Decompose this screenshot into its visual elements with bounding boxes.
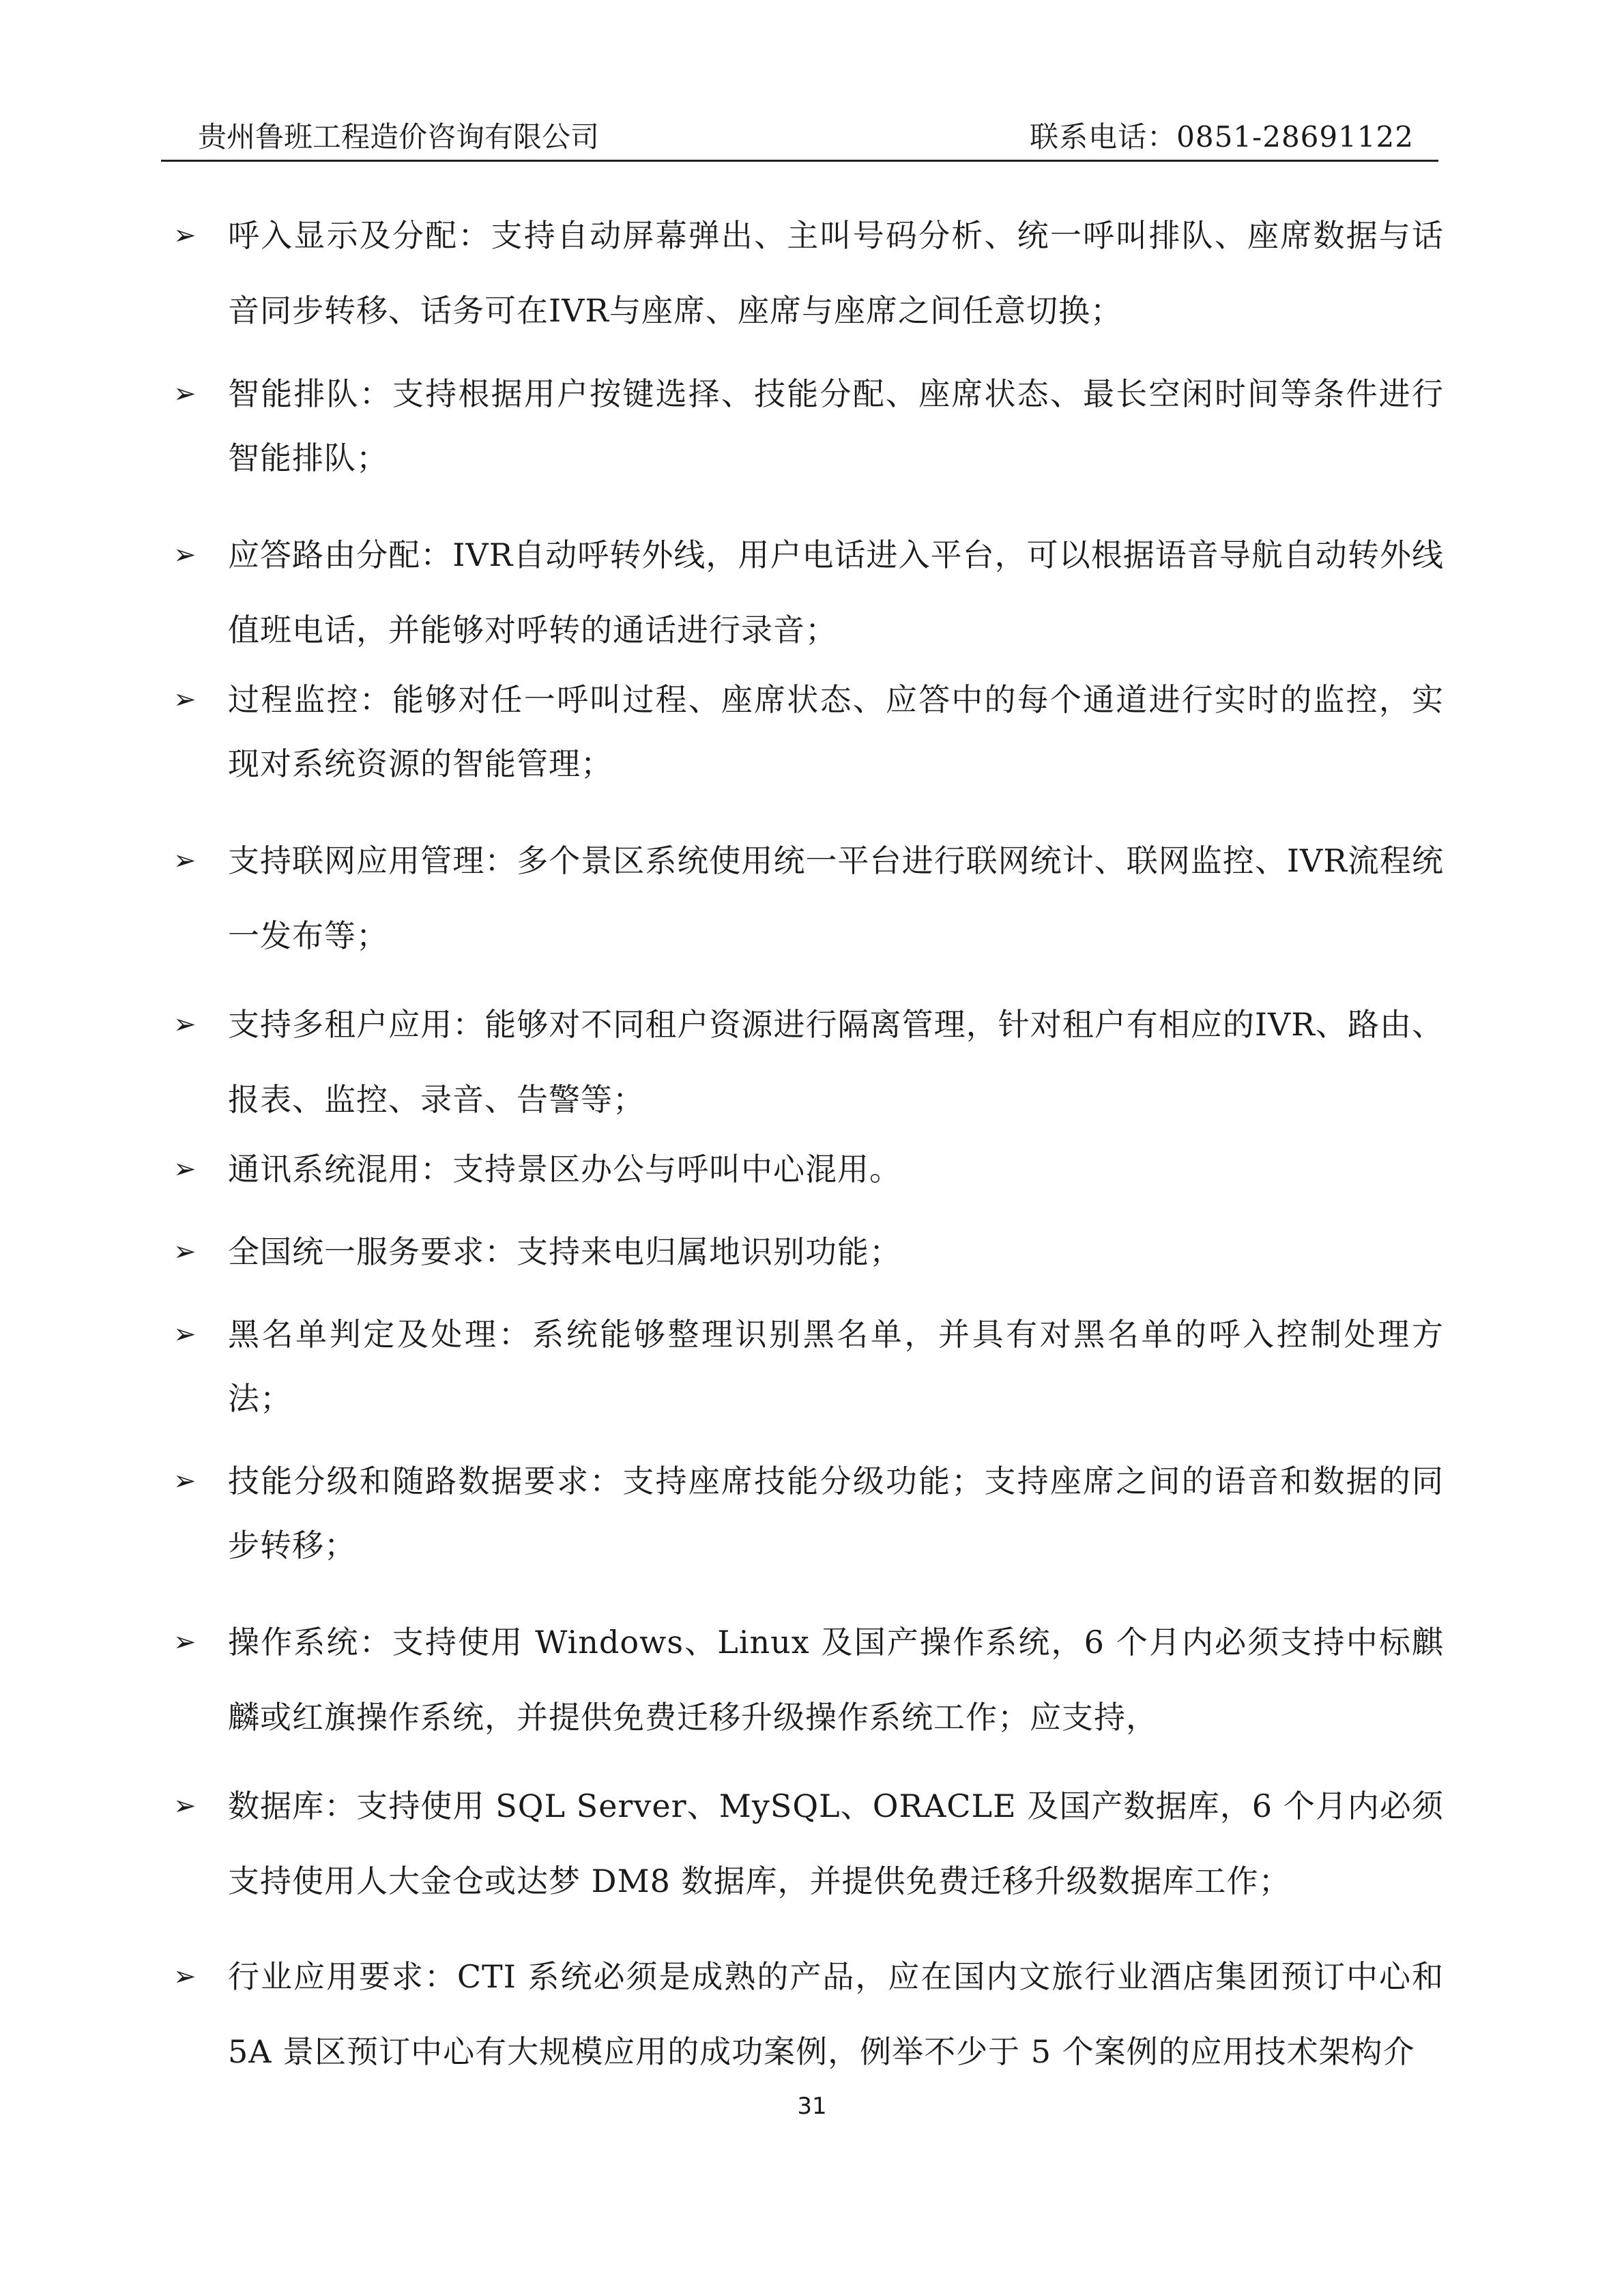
contact-phone: 联系电话：0851-28691122 [1030, 120, 1414, 154]
bullet-arrow-icon: ➢ [173, 1153, 197, 1185]
list-item [161, 1220, 1444, 1284]
list-item-text: 呼入显示及分配：支持自动屏幕弹出、主叫号码分析、统一呼叫排队、座席数据与话音同步转移、话务可在IVR与座席、座席与座席之间任意切换； [228, 217, 1444, 329]
bullet-arrow-icon: ➢ [173, 845, 197, 876]
list-item [161, 987, 1444, 1137]
header-rule [161, 160, 1438, 162]
requirement-list [161, 198, 1444, 2089]
list-item [161, 1768, 1444, 1919]
bullet-arrow-icon: ➢ [173, 1319, 197, 1350]
bullet-arrow-icon: ➢ [173, 220, 197, 251]
list-item [161, 1605, 1444, 1755]
list-item [161, 517, 1444, 668]
bullet-arrow-icon: ➢ [173, 1236, 197, 1267]
list-item [161, 1302, 1444, 1431]
bullet-arrow-icon: ➢ [173, 1626, 197, 1658]
page-number: 31 [797, 2093, 827, 2120]
list-item [161, 198, 1444, 348]
page-header [161, 115, 1438, 160]
list-item-text: 应答路由分配：IVR自动呼转外线，用户电话进入平台，可以根据语音导航自动转外线值班电话，并能够对呼转的通话进行录音； [228, 536, 1444, 648]
list-item [161, 668, 1444, 796]
company-name: 贵州鲁班工程造价咨询有限公司 [198, 120, 600, 154]
list-item-text: 行业应用要求：CTI 系统必须是成熟的产品，应在国内文旅行业酒店集团预订中心和 5A 景区预订中心有大规模应用的成功案例，例举不少于 5 个案例的应用技术架构介 [228, 1958, 1444, 2070]
bullet-arrow-icon: ➢ [173, 378, 197, 410]
list-item-text: 操作系统：支持使用 Windows、Linux 及国产操作系统，6 个月内必须支持中标麒麟或红旗操作系统，并提供免费迁移升级操作系统工作；应支持， [228, 1624, 1444, 1736]
list-item-text: 支持联网应用管理：多个景区系统使用统一平台进行联网统计、联网监控、IVR流程统一发布等； [228, 842, 1444, 954]
bullet-arrow-icon: ➢ [173, 1790, 197, 1822]
list-item [161, 1449, 1444, 1577]
list-item [161, 362, 1444, 490]
bullet-arrow-icon: ➢ [173, 684, 197, 715]
list-item-text: 黑名单判定及处理：系统能够整理识别黑名单，并具有对黑名单的呼入控制处理方法； [228, 1316, 1444, 1417]
list-item-text: 全国统一服务要求：支持来电归属地识别功能； [228, 1233, 901, 1270]
list-item-text: 智能排队：支持根据用户按键选择、技能分配、座席状态、最长空闲时间等条件进行智能排队； [228, 375, 1444, 476]
bullet-arrow-icon: ➢ [173, 539, 197, 571]
list-item-text: 通讯系统混用：支持景区办公与呼叫中心混用。 [228, 1151, 901, 1188]
list-item [161, 1939, 1444, 2089]
list-item-text: 数据库：支持使用 SQL Server、MySQL、ORACLE 及国产数据库，6 个月内必须支持使用人大金仓或达梦 DM8 数据库，并提供免费迁移升级数据库工作； [228, 1788, 1444, 1899]
bullet-arrow-icon: ➢ [173, 1961, 197, 1992]
list-item-text: 支持多租户应用：能够对不同租户资源进行隔离管理，针对租户有相应的IVR、路由、报表、监控、录音、告警等； [228, 1006, 1444, 1118]
list-item [161, 823, 1444, 973]
bullet-arrow-icon: ➢ [173, 1009, 197, 1040]
list-item [161, 1137, 1444, 1201]
list-item-text: 技能分级和随路数据要求：支持座席技能分级功能；支持座席之间的语音和数据的同步转移； [228, 1463, 1444, 1564]
bullet-arrow-icon: ➢ [173, 1465, 197, 1497]
list-item-text: 过程监控：能够对任一呼叫过程、座席状态、应答中的每个通道进行实时的监控，实现对系统资源的智能管理； [228, 681, 1444, 782]
